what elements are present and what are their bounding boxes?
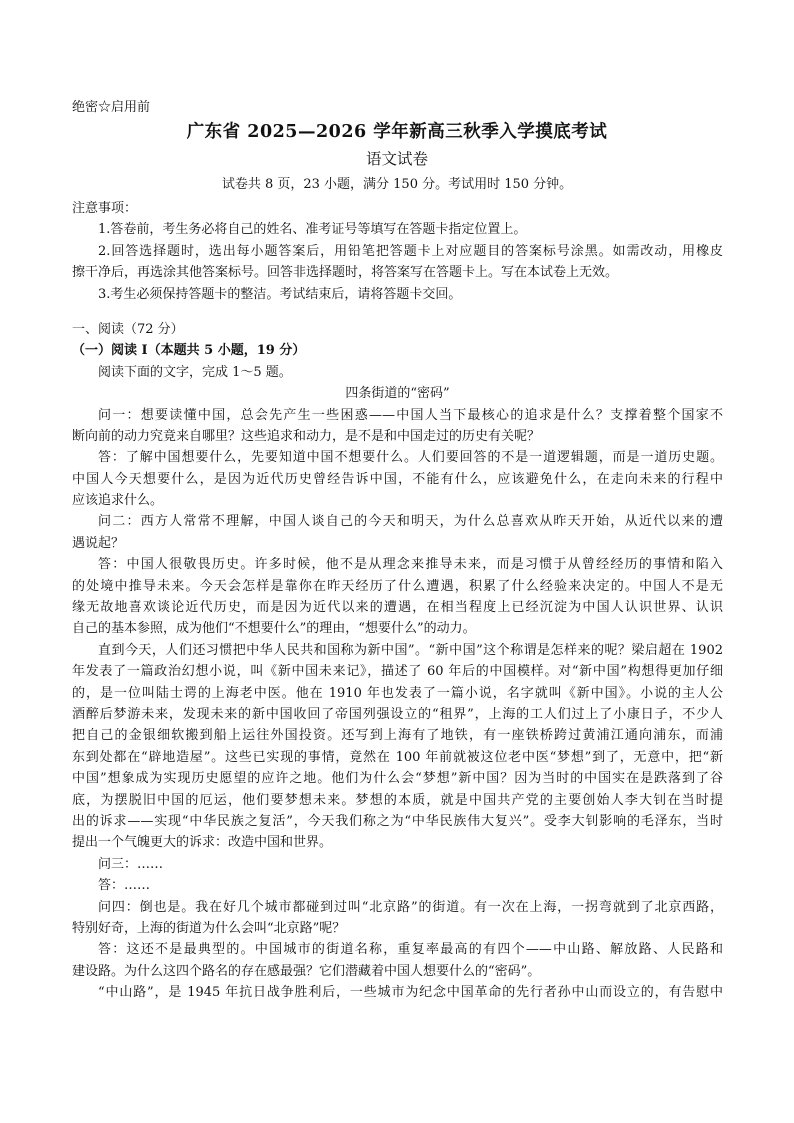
confidential-label: 绝密☆启用前 [72,100,151,115]
exam-info: 试卷共 8 页，23 小题，满分 150 分。考试用时 150 分钟。 [221,177,573,192]
article-line: 自己的基本参照，成为他们“不想要什么”的理由，“想要什么”的动力。 [72,621,476,637]
article-line: 东到处都在“辟地造屋”。这些已实现的事情，竟然在 100 年前就被这位老中医“梦想”到了，无意中，把“新 [72,749,723,765]
article-line: 特别好奇，上海的街道为什么会叫“北京路”呢？ [72,920,346,936]
notice-line: 擦干净后，再选涂其他答案标号。回答非选择题时，将答案写在答题卡上。写在本试卷上无效。 [72,265,619,281]
article-line: 缘无故地喜欢谈论近代历史，而是因为近代以来的遭遇，在相当程度上已经沉淀为中国人认识世界、认识 [72,600,723,616]
article-line: 直到今天，人们还习惯把中华人民共和国称为新中国”。“新中国”这个称谓是怎样来的呢？梁启超在 1902 [98,642,723,658]
section-heading: 一、阅读（72 分） [72,321,184,337]
article-line: 答：这还不是最典型的。中国城市的街道名称，重复率最高的有四个——中山路、解放路、人民路和 [98,942,723,958]
reading-instruction: 阅读下面的文字，完成 1～5 题。 [98,364,292,380]
notice-heading: 注意事项： [72,201,138,216]
notice-line: 2.回答选择题时，选出每小题答案后，用铅笔把答题卡上对应题目的答案标号涂黑。如需改动，用橡皮 [98,243,723,259]
subject-title: 语文试卷 [365,150,428,168]
article-line: 提出一个气魄更大的诉求：改造中国和世界。 [72,835,333,851]
notice-line: 3.考生必须保持答题卡的整洁。考试结束后，请将答题卡交回。 [98,286,462,302]
article-line: 出的诉求——实现“中华民族之复活”，今天我们称之为“中华民族伟大复兴”。受李大钊影响的毛泽东，当时 [72,813,723,829]
article-line: 的，是一位叫陆士谔的上海老中医。他在 1910 年也发表了一篇小说，名字就叫《新中国》。小说的主人公 [72,685,723,701]
article-line: 答：中国人很敬畏历史。许多时候，他不是从理念来推导未来，而是习惯于从曾经经历的事情和陷入 [98,557,723,573]
article-line: 问三：…… [98,856,164,872]
article-line: 酒醉后梦游未来，发现未来的新中国收回了帝国列强设立的“租界”，上海的工人们过上了小康日子，不少人 [72,706,723,722]
article-line: 问一：想要读懂中国，总会先产生一些困惑——中国人当下最核心的追求是什么？支撑着整个国家不 [98,407,723,423]
article-line: 问二：西方人常常不理解，中国人谈自己的今天和明天，为什么总喜欢从昨天开始，从近代以来的遭 [98,514,723,530]
article-line: 中国人今天想要什么，是因为近代历史曾经告诉中国，不能有什么，应该避免什么，在走向未来的行程中 [72,471,723,487]
notice-line: 1.答卷前，考生务必将自己的姓名、准考证号等填写在答题卡指定位置上。 [98,222,527,238]
article-line: 底，为摆脱旧中国的厄运，他们要梦想未来。梦想的本质，就是中国共产党的主要创始人李大钊在当时提 [72,792,723,808]
exam-title: 广东省 2025—2026 学年新高三秋季入学摸底考试 [186,122,608,142]
exam-body [72,198,723,1003]
article-line: 建设路。为什么这四个路名的存在感最强？它们潜藏着中国人想要什么的“密码”。 [72,963,541,979]
article-line: 答：了解中国想要什么，先要知道中国不想要什么。人们要回答的不是一道逻辑题，而是一道历史题。 [98,450,723,466]
article-line: 问四：倒也是。我在好几个城市都碰到过叫“北京路”的街道。有一次在上海，一拐弯就到了北京西路， [98,899,723,915]
article-line: 答：…… [98,878,151,894]
article-line: “中山路”，是 1945 年抗日战争胜利后，一些城市为纪念中国革命的先行者孙中山而设立的，有告慰中 [98,985,723,1001]
sub-section-heading: （一）阅读 I（本题共 5 小题，19 分） [72,343,306,359]
article-line: 遇说起？ [72,535,125,551]
article-title: 四条街道的“密码” [345,386,450,402]
article-line: 的处境中推导未来。今天会怎样是靠你在昨天经历了什么遭遇，积累了什么经验来决定的。中国人不是无 [72,578,723,594]
article-line: 断向前的动力究竟来自哪里？这些追求和动力，是不是和中国走过的历史有关呢？ [72,428,541,444]
article-line: 年发表了一篇政治幻想小说，叫《新中国未来记》，描述了 60 年后的中国模样。对“新中国”构想得更加仔细 [72,664,723,680]
article-line: 应该追求什么。 [72,493,164,509]
article-text [72,405,723,1004]
article-line: 中国”想象成为实现历史愿望的应许之地。他们为什么会“梦想”新中国？因为当时的中国实在是跌落到了谷 [72,771,723,787]
article-line: 把自己的金银细软搬到船上运往外国投资。还写到上海有了地铁，有一座铁桥跨过黄浦江通向浦东，而浦 [72,728,723,744]
